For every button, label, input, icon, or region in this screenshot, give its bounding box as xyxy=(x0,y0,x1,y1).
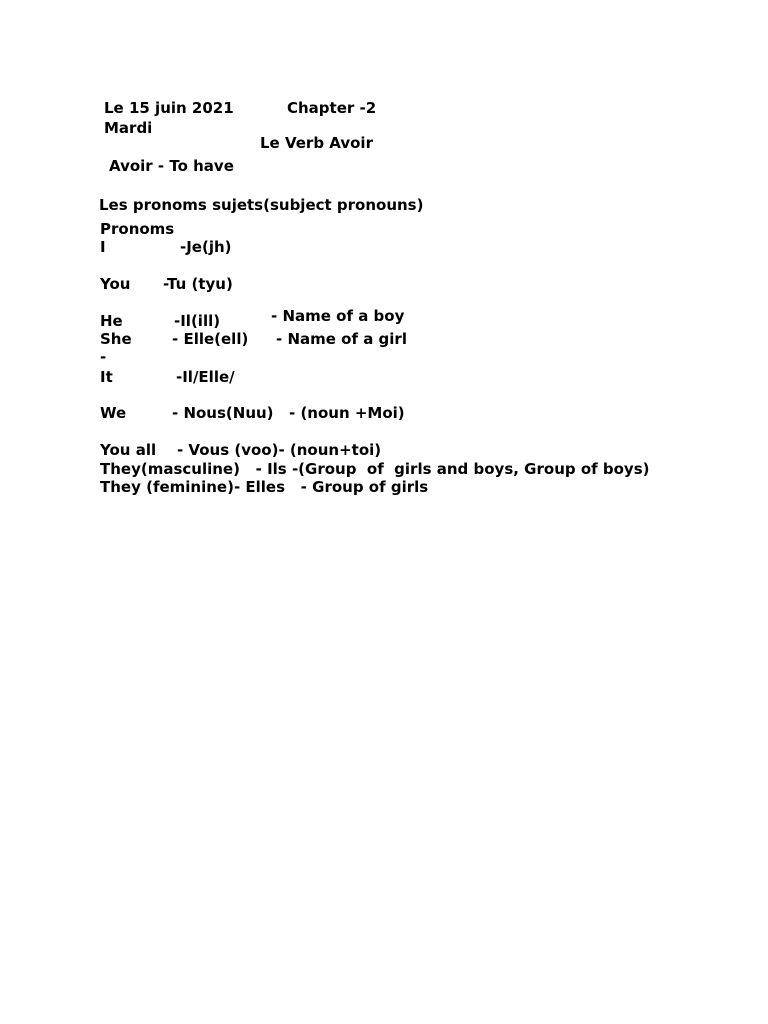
pronoun-you-french: -Tu (tyu) xyxy=(163,275,233,293)
pronoun-it-english: It xyxy=(100,368,113,386)
chapter-number: Chapter -2 xyxy=(287,99,377,117)
pronoun-she-english: She xyxy=(100,330,132,348)
dash-marker: - xyxy=(100,348,107,366)
pronoun-we-french: - Nous(Nuu) xyxy=(172,404,274,422)
day: Mardi xyxy=(104,119,153,137)
page-subtitle: Avoir - To have xyxy=(109,157,234,175)
page-title: Le Verb Avoir xyxy=(260,134,373,152)
pronoun-we-english: We xyxy=(100,404,127,422)
date: Le 15 juin 2021 xyxy=(104,99,234,117)
pronoun-you-all: You all - Vous (voo)- (noun+toi) xyxy=(100,441,382,459)
pronoun-they-feminine: They (feminine)- Elles - Group of girls xyxy=(100,478,429,496)
pronoun-he-english: He xyxy=(100,312,123,330)
pronoun-i-french: -Je(jh) xyxy=(180,238,232,256)
pronoun-we-note: - (noun +Moi) xyxy=(289,404,405,422)
pronoun-you-english: You xyxy=(100,275,131,293)
pronoun-she-french: - Elle(ell) xyxy=(172,330,249,348)
pronoun-he-french: -Il(ill) xyxy=(174,312,221,330)
pronoun-it-french: -Il/Elle/ xyxy=(176,368,235,386)
section-heading: Les pronoms sujets(subject pronouns) xyxy=(99,196,424,214)
pronoun-he-note: - Name of a boy xyxy=(271,307,405,325)
pronoun-she-note: - Name of a girl xyxy=(276,330,407,348)
pronoun-i-english: I xyxy=(100,238,106,256)
pronoun-they-masculine: They(masculine) - Ils -(Group of girls and boys, Group of boys) xyxy=(100,460,650,478)
column-label: Pronoms xyxy=(100,220,175,238)
